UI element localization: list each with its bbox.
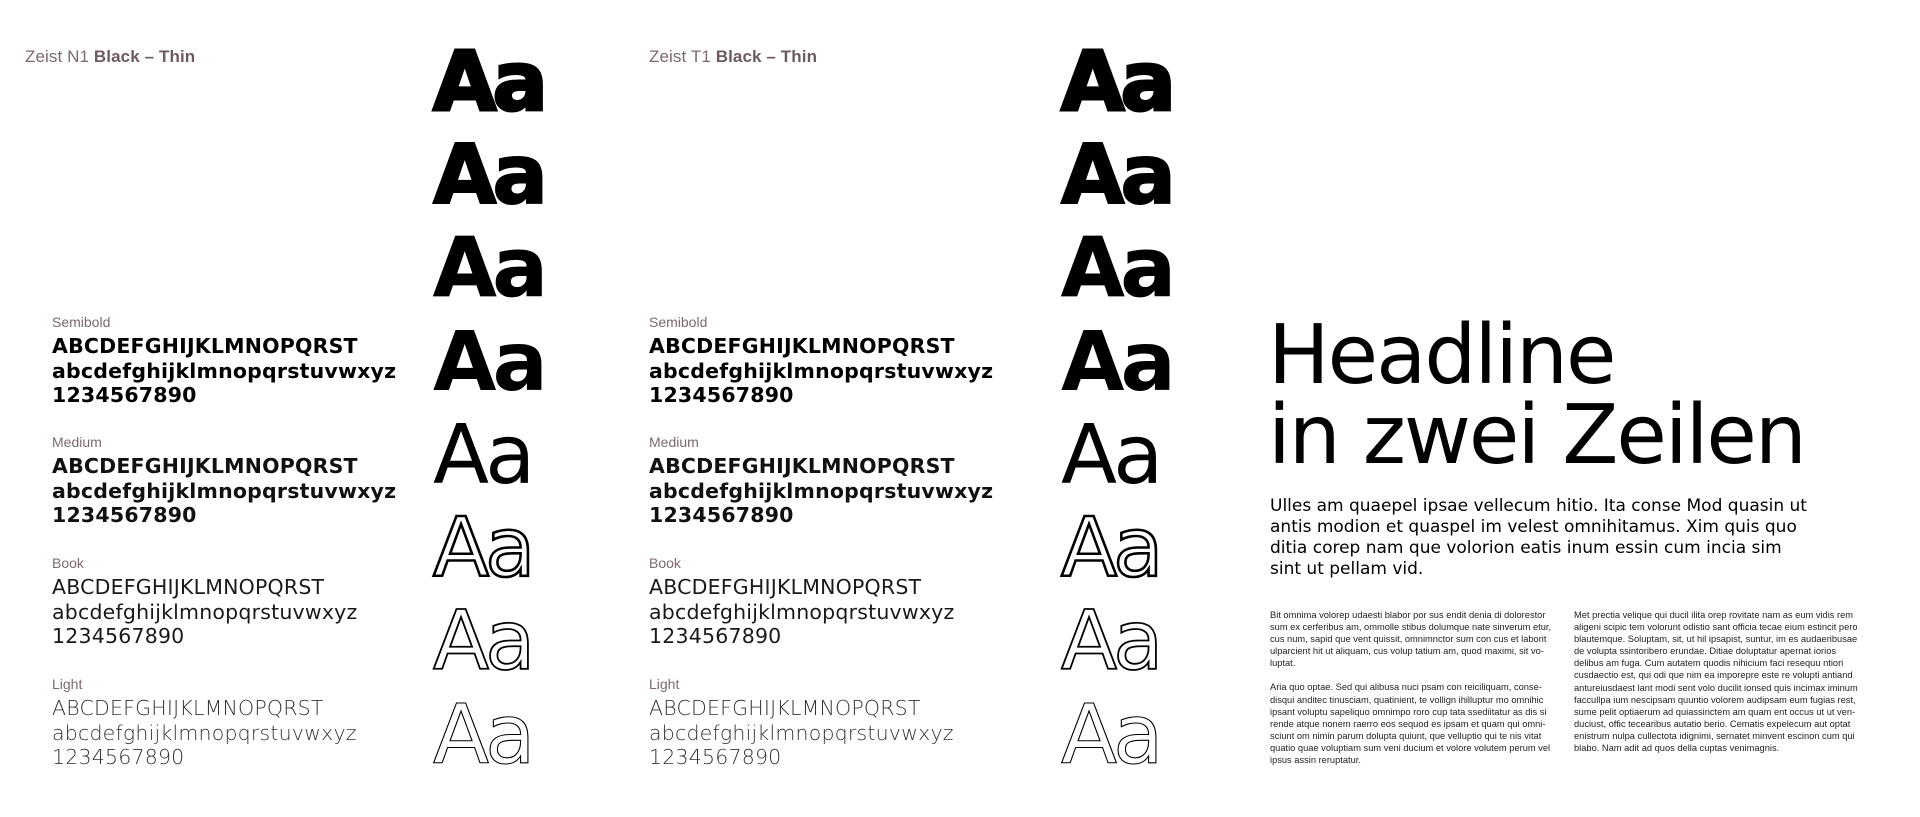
digits-sample: 1234567890 [52, 745, 185, 769]
lowercase-sample: abcdefghijklmnopqrstuvwxyz [52, 478, 397, 503]
digits-sample: 1234567890 [52, 383, 197, 407]
specimen-book: Aa [433, 501, 532, 596]
headline [1268, 308, 1805, 483]
specimen-thin: Aa [433, 688, 532, 783]
font-family-title-t1 [649, 47, 817, 67]
weight-label-semibold: Semibold [52, 314, 111, 330]
specimen-medium: Aa [433, 408, 532, 503]
digits-sample: 1234567890 [52, 503, 197, 527]
charset-medium [52, 454, 396, 528]
specimen-bold: Aa [433, 221, 544, 316]
charset-book [649, 575, 954, 649]
headline-line-2: in zwei Zeilen [1268, 388, 1805, 483]
uppercase-sample: ABCDEFGHIJKLMNOPQRST [649, 454, 955, 478]
weight-range: Black – Thin [93, 47, 196, 66]
lowercase-sample: abcdefghijklmnopqrstuvwxyz [649, 358, 994, 383]
charset-semibold [649, 334, 993, 408]
body-paragraph: Bit omnima volorep udaesti blabor por sus endit denia di dolorestor sum ex cerferibus am, ommolle stibus dolumque nate sinverum etur, cus num, sapid que vent quissit, omnimnctor sum con cus et laborit ulparcient hit ut aliquam, cus volup tatium am, quod maximi, sit vo-luptat. [1270, 610, 1552, 669]
uppercase-sample: ABCDEFGHIJKLMNOPQRST [649, 334, 955, 358]
lowercase-sample: abcdefghijklmnopqrstuvwxyz [52, 720, 357, 745]
headline-line-1: Headline [1268, 308, 1615, 403]
digits-sample: 1234567890 [649, 383, 794, 407]
lowercase-sample: abcdefghijklmnopqrstuvwxyz [52, 358, 397, 383]
uppercase-sample: ABCDEFGHIJKLMNOPQRST [52, 334, 358, 358]
specimen-book: Aa [1061, 501, 1160, 596]
weight-label-book: Book [52, 555, 84, 571]
charset-semibold [52, 334, 396, 408]
body-column-1 [1270, 609, 1562, 778]
uppercase-sample: ABCDEFGHIJKLMNOPQRST [649, 696, 921, 720]
specimen-black: Aa [433, 35, 544, 130]
specimen-extrabold: Aa [433, 128, 544, 223]
digits-sample: 1234567890 [649, 624, 782, 648]
specimen-light: Aa [433, 594, 532, 689]
specimen-light: Aa [1061, 594, 1160, 689]
charset-book [52, 575, 357, 649]
lowercase-sample: abcdefghijklmnopqrstuvwxyz [649, 478, 994, 503]
specimen-semibold: Aa [1061, 315, 1172, 410]
lowercase-sample: abcdefghijklmnopqrstuvwxyz [649, 599, 955, 624]
weight-range: Black – Thin [715, 47, 818, 66]
lowercase-sample: abcdefghijklmnopqrstuvwxyz [649, 720, 954, 745]
digits-sample: 1234567890 [52, 624, 185, 648]
specimen-black: Aa [1061, 35, 1172, 130]
body-paragraph: Met prectia velique qui ducil ilita orep rovitate nam as eum vidis rem aligeni scipic tem volorunt odistio sant officia tecae eium estincit pero blautemque. Soluptam, sit, ut hil ipsapist, suntur, im es audaeribusae de volupta ssintoribero erundae. Ditiae doluptatur apernat iorios delibus am fuga. Cum autatem quodis nihicium faci resequu ntiori cusdaectio est, qui odi que nim ea imporepre este re volupti antiand antureiusdaest lant modi sent volo ducilit ionsed quis incimax iminum faccullpa ium nescipsam quuntio volorem audipsam eum fugias rest, sume pelit optiaerum ad quiassinctem am quam ent occus ut ut ven-duciust, offic tecearibus autatio berio. Cematis expelecum aut optat enistrum nulpa cullectota idignimi, sernatet minvent escinon cum qui blabo. Nam adit ad quos della cuptas venimagnis. [1574, 610, 1858, 754]
uppercase-sample: ABCDEFGHIJKLMNOPQRST [52, 454, 358, 478]
font-family-name: Zeist N1 [25, 47, 90, 66]
font-family-title-n1 [25, 47, 195, 67]
digits-sample: 1234567890 [649, 503, 794, 527]
body-column-2 [1574, 609, 1866, 766]
specimen-medium: Aa [1061, 408, 1160, 503]
uppercase-sample: ABCDEFGHIJKLMNOPQRST [649, 575, 922, 599]
specimen-bold: Aa [1061, 221, 1172, 316]
weight-label-medium: Medium [52, 434, 102, 450]
charset-light [649, 696, 954, 770]
body-paragraph: Aria quo optae. Sed qui alibusa nuci psam con reiciliquam, conse-disqui anditec tinusciam, quatinient, te vollign ihilluptur mo omnihic ipsant voluptu sapeliquo omnimpo roro cup tata ssediitatur as dis si rende atque nonem raerro eos sequod es ipsam et quam qui omni-sciunt om nimin parum dolupta quiunt, que velluptio qui te nis vitat quatio quae voluptiam sum veni ducium et volore volutem perum vel ipsus assin reruptatur. [1270, 682, 1551, 766]
uppercase-sample: ABCDEFGHIJKLMNOPQRST [52, 696, 324, 720]
weight-label-book: Book [649, 555, 681, 571]
charset-medium [649, 454, 993, 528]
charset-light [52, 696, 357, 770]
specimen-semibold: Aa [433, 315, 544, 410]
specimen-extrabold: Aa [1061, 128, 1172, 223]
weight-label-medium: Medium [649, 434, 699, 450]
weight-label-light: Light [649, 676, 680, 692]
font-family-name: Zeist T1 [649, 47, 711, 66]
uppercase-sample: ABCDEFGHIJKLMNOPQRST [52, 575, 325, 599]
digits-sample: 1234567890 [649, 745, 782, 769]
weight-label-light: Light [52, 676, 83, 692]
lowercase-sample: abcdefghijklmnopqrstuvwxyz [52, 599, 358, 624]
specimen-thin: Aa [1061, 688, 1160, 783]
weight-label-semibold: Semibold [649, 314, 708, 330]
lead-paragraph: Ulles am quaepel ipsae vellecum hitio. Ita conse Mod quasin ut antis modion et quaspel im velest omnihitamus. Xim quis quo ditia corep nam que volorion eatis inum essin cum incia sim sint ut pellam vid. [1270, 496, 1807, 579]
